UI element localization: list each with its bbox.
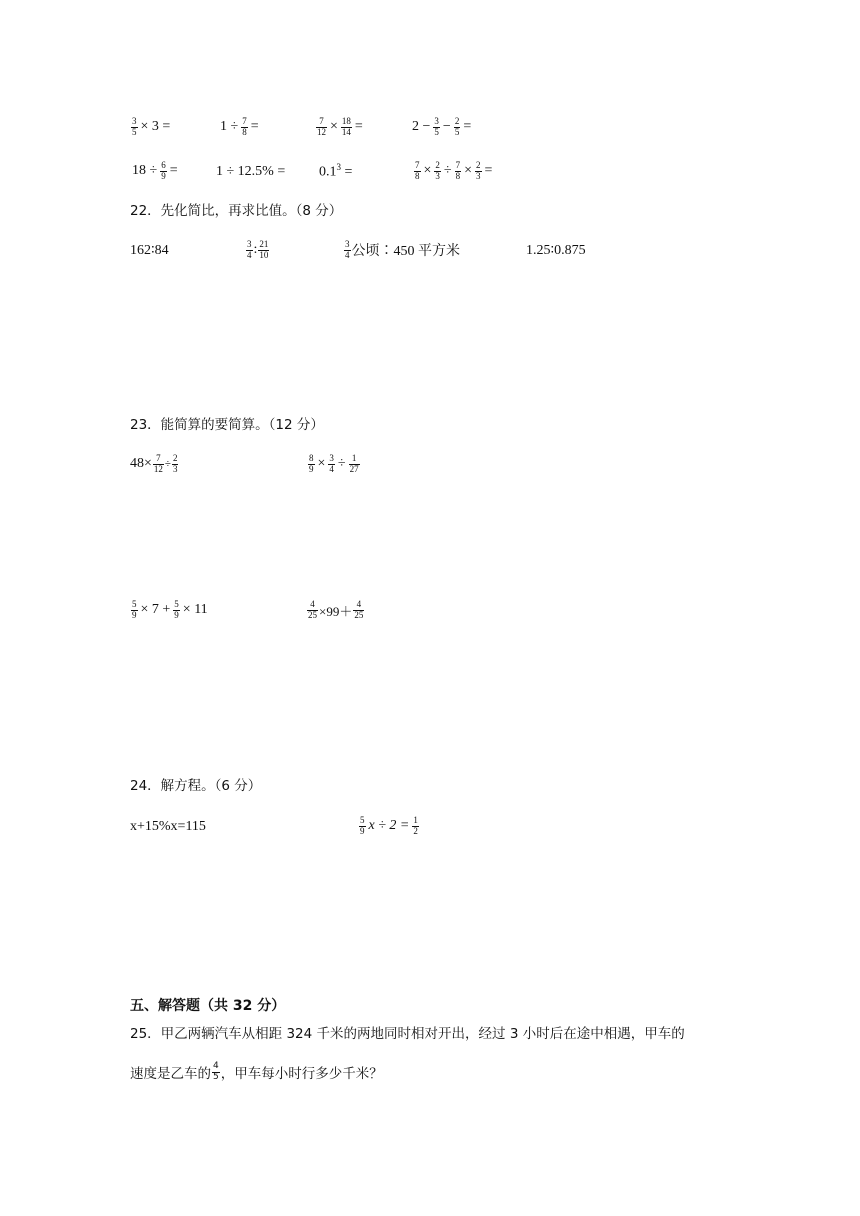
fraction: $\frac{5}{9}$ (360, 815, 365, 836)
q23-title: 23．能简算的要简算。（12 分） (130, 417, 324, 433)
ratio-sign: : (253, 242, 258, 258)
expression-text: x ÷ 2 = (368, 818, 410, 834)
fraction: $\frac{18}{14}$ (341, 116, 351, 137)
fraction: $\frac{5}{9}$ (132, 599, 137, 620)
q24-title: 24．解方程。（6 分） (130, 778, 262, 794)
fraction: $\frac{7}{12}$ (317, 116, 326, 137)
fraction: $\frac{7}{8}$ (242, 116, 247, 137)
q24-b (358, 816, 420, 837)
fraction: $\frac{21}{10}$ (259, 239, 269, 260)
fraction: $\frac{8}{9}$ (309, 453, 314, 474)
expression-text: × 7 + (140, 602, 171, 618)
q25-line2 (130, 1062, 383, 1083)
calc-2-3: $0.1^3$ = (319, 162, 353, 180)
fraction: $\frac{6}{9}$ (161, 160, 166, 181)
calc-1-2 (218, 117, 261, 138)
calc-1-1 (130, 117, 172, 138)
q22-a: 162∶84 (130, 243, 169, 258)
fraction: $\frac{3}{5}$ (132, 116, 137, 137)
fraction: $\frac{3}{4}$ (329, 453, 334, 474)
expression-text: × 11 (182, 602, 208, 618)
operator: ÷ (164, 458, 171, 471)
fraction: $\frac{4}{25}$ (308, 599, 317, 620)
fraction: $\frac{2}{3}$ (435, 160, 440, 181)
fraction: $\frac{7}{12}$ (153, 453, 163, 474)
q24-a: x+15%x=115 (130, 819, 206, 834)
operator: × (464, 163, 472, 179)
q22-d: 1.25∶0.875 (526, 243, 586, 258)
fraction: $\frac{5}{9}$ (174, 599, 179, 620)
q22-c (343, 240, 460, 261)
fraction: $\frac{1}{27}$ (349, 453, 359, 474)
calc-2-1 (130, 161, 180, 182)
operator: × (423, 163, 432, 179)
q22-b (245, 240, 270, 261)
calc-2-2: 1 ÷ 12.5% = (216, 164, 286, 179)
operator: ÷ (337, 456, 346, 472)
q25-line1: 25．甲乙两辆汽车从相距 324 千米的两地同时相对开出，经过 3 小时后在途中相遇，甲车的 (130, 1026, 685, 1042)
fraction: $\frac{1}{2}$ (413, 815, 418, 836)
expression-text: ×99＋ (319, 603, 353, 619)
expression-text: = (354, 119, 363, 135)
operator: ÷ (443, 163, 452, 179)
fraction: $\frac{7}{8}$ (415, 160, 420, 181)
section-5-title: 五、解答题（共 32 分） (130, 998, 286, 1014)
q22-title: 22．先化简比，再求比值。（8 分） (130, 203, 343, 219)
q23-b (307, 454, 361, 475)
fraction: $\frac{4}{25}$ (354, 599, 364, 620)
expression-text: 2 − (412, 119, 431, 135)
calc-2-4 (413, 161, 494, 182)
operator: × (330, 119, 338, 135)
fraction: $\frac{2}{5}$ (454, 116, 460, 137)
fraction: $\frac{2}{3}$ (172, 453, 178, 474)
fraction: $\frac{3}{4}$ (247, 239, 252, 260)
q23-c (130, 600, 210, 621)
expression-text: 18 ÷ (132, 163, 158, 179)
expression-text: 48× (130, 456, 152, 472)
fraction: $\frac{3}{4}$ (345, 239, 350, 260)
calc-1-4 (410, 117, 473, 138)
fraction: $\frac{2}{3}$ (476, 160, 481, 181)
expression-text: = (169, 163, 178, 179)
expression-text: = (463, 119, 472, 135)
expression-text: = (484, 163, 493, 179)
q23-a (130, 454, 179, 475)
question-text: 速度是乙车的 (130, 1066, 211, 1083)
calc-1-3 (315, 117, 365, 138)
fraction: $\frac{4}{5}$ (213, 1061, 219, 1082)
question-text: ，甲车每小时行多少千米？ (220, 1066, 383, 1083)
fraction: $\frac{7}{8}$ (455, 160, 461, 181)
operator: × (317, 456, 326, 472)
fraction: $\frac{3}{5}$ (434, 116, 439, 137)
expression-text: 公顷∶450 平方米 (351, 244, 460, 260)
operator: − (442, 119, 451, 135)
expression-text: 1 ÷ (220, 119, 239, 135)
expression-text: = (250, 119, 259, 135)
expression-text: × 3 = (140, 119, 171, 135)
q23-d (306, 600, 365, 621)
